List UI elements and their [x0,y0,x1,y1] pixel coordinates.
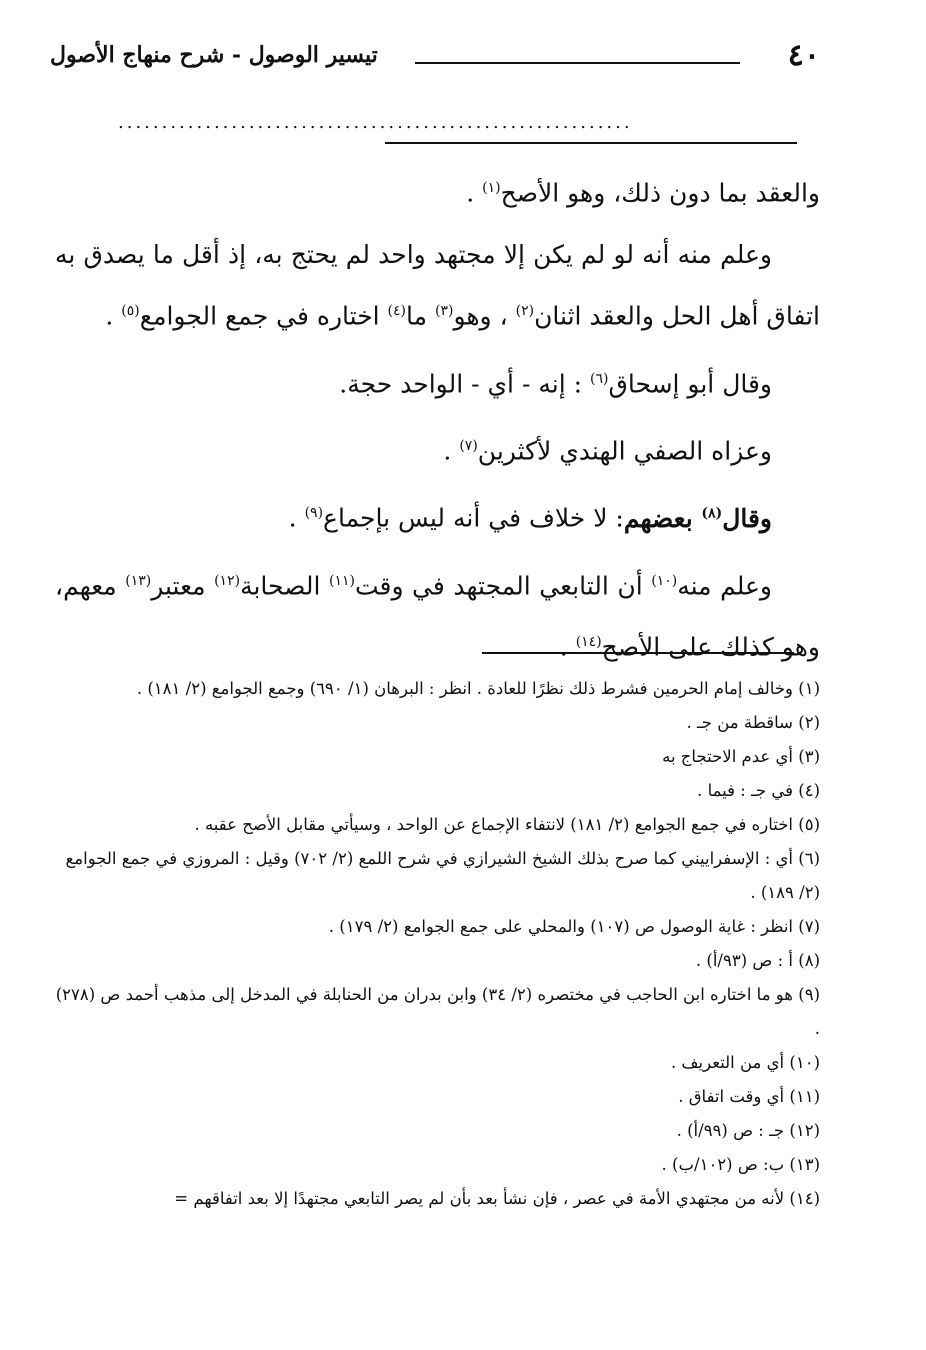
footnote-ref: (١٣) [125,572,152,589]
footnote-11: (١١) أي وقت اتفاق . [678,1087,820,1106]
running-header [50,38,820,82]
page-number: ٤٠ [787,38,820,73]
footnote-ref: (١٠) [651,572,678,589]
paragraph-3: وقال أبو إسحاق$^{(٦)}$ : إنه - أي - الواحد حجة. [339,368,772,398]
book-title: تيسير الوصول - شرح منهاج الأصول [50,42,378,68]
footnote-ref: (٨) [701,505,723,522]
dotted-separator: ........................................................... [118,112,633,133]
footnote-9: (٩) هو ما اختاره ابن الحاجب في مختصره (٢/ ٣٤) وابن بدران من الحنابلة في المدخل إلى مذهب أحمد ص (٢٧٨) . [55,985,820,1038]
footnote-10: (١٠) أي من التعريف . [670,1053,820,1072]
paragraph-2: وعلم منه أنه لو لم يكن إلا مجتهد واحد لم يحتج به، إذ أقل ما يصدق به اتفاق أهل الحل والعقد اثنان$^{(٢)}$ ، وهو$^{(٣)}$ ما$^{(٤)}$ اختاره في جمع الجوامع$^{(٥)}$ . [55,240,820,331]
footnote-ref: (١٤) [575,633,602,650]
footnote-4: (٤) في جـ : فيما . [697,781,820,800]
header-rule [415,62,740,64]
footnote-ref: (٩) [304,505,324,522]
footnote-ref: (٥) [121,303,140,320]
footnote-8: (٨) أ : ص (٩٣/أ) . [695,951,820,970]
footnote-ref: (٦) [589,370,609,387]
footnote-7: (٧) انظر : غاية الوصول ص (١٠٧) والمحلي على جمع الجوامع (٢/ ١٧٩) . [328,917,820,936]
footnote-ref: (٤) [387,303,407,320]
footnote-13: (١٣) ب: ص (١٠٢/ب) . [661,1155,820,1174]
footnote-14: (١٤) لأنه من مجتهدي الأمة في عصر ، فإن نشأ بعد بأن لم يصر التابعي مجتهدًا إلا بعد اتفاقهم = [174,1189,820,1208]
footnote-6: (٦) أي : الإسفراييني كما صرح بذلك الشيخ الشيرازي في شرح اللمع (٢/ ٧٠٢) وقيل : المروزي في جمع الجوامع (٢/ ١٨٩) . [65,849,820,902]
paragraph-5: وقال$^{(٨)}$ بعضهم: لا خلاف في أنه ليس بإجماع$^{(٩)}$ . [288,503,772,533]
footnote-ref: (١٢) [214,572,241,589]
paragraph-4: وعزاه الصفي الهندي لأكثرين$^{(٧)}$ . [443,436,772,466]
top-rule [385,142,797,144]
footnote-12: (١٢) جـ : ص (٩٩/أ) . [676,1121,820,1140]
footnote-ref: (١١) [328,572,355,589]
footnote-ref: (٣) [434,303,454,320]
main-text [55,160,820,681]
footnote-3: (٣) أي عدم الاحتجاج به [662,747,820,766]
footnote-ref: (١) [482,180,501,196]
footnotes [55,672,820,1216]
paragraph-1: والعقد بما دون ذلك، وهو الأصح$^{(١)}$ . [466,178,820,208]
paragraph-6: وعلم منه$^{(١٠)}$ أن التابعي المجتهد في وقت$^{(١١)}$ الصحابة$^{(١٢)}$ معتبر$^{(١٣)}$ معهم، وهو كذلك على الأصح$^{(١٤)}$ . [55,570,820,662]
footnote-ref: (٢) [515,303,535,320]
footnote-5: (٥) اختاره في جمع الجوامع (٢/ ١٨١) لانتفاء الإجماع عن الواحد ، وسيأتي مقابل الأصح عقبه . [194,815,820,834]
footnote-1: (١) وخالف إمام الحرمين فشرط ذلك نظرًا للعادة . انظر : البرهان (١/ ٦٩٠) وجمع الجوامع (٢/ ١٨١) . [136,679,820,698]
footnote-2: (٢) ساقطة من جـ . [686,713,820,732]
footnote-separator [482,652,794,654]
footnote-ref: (٧) [459,437,478,454]
